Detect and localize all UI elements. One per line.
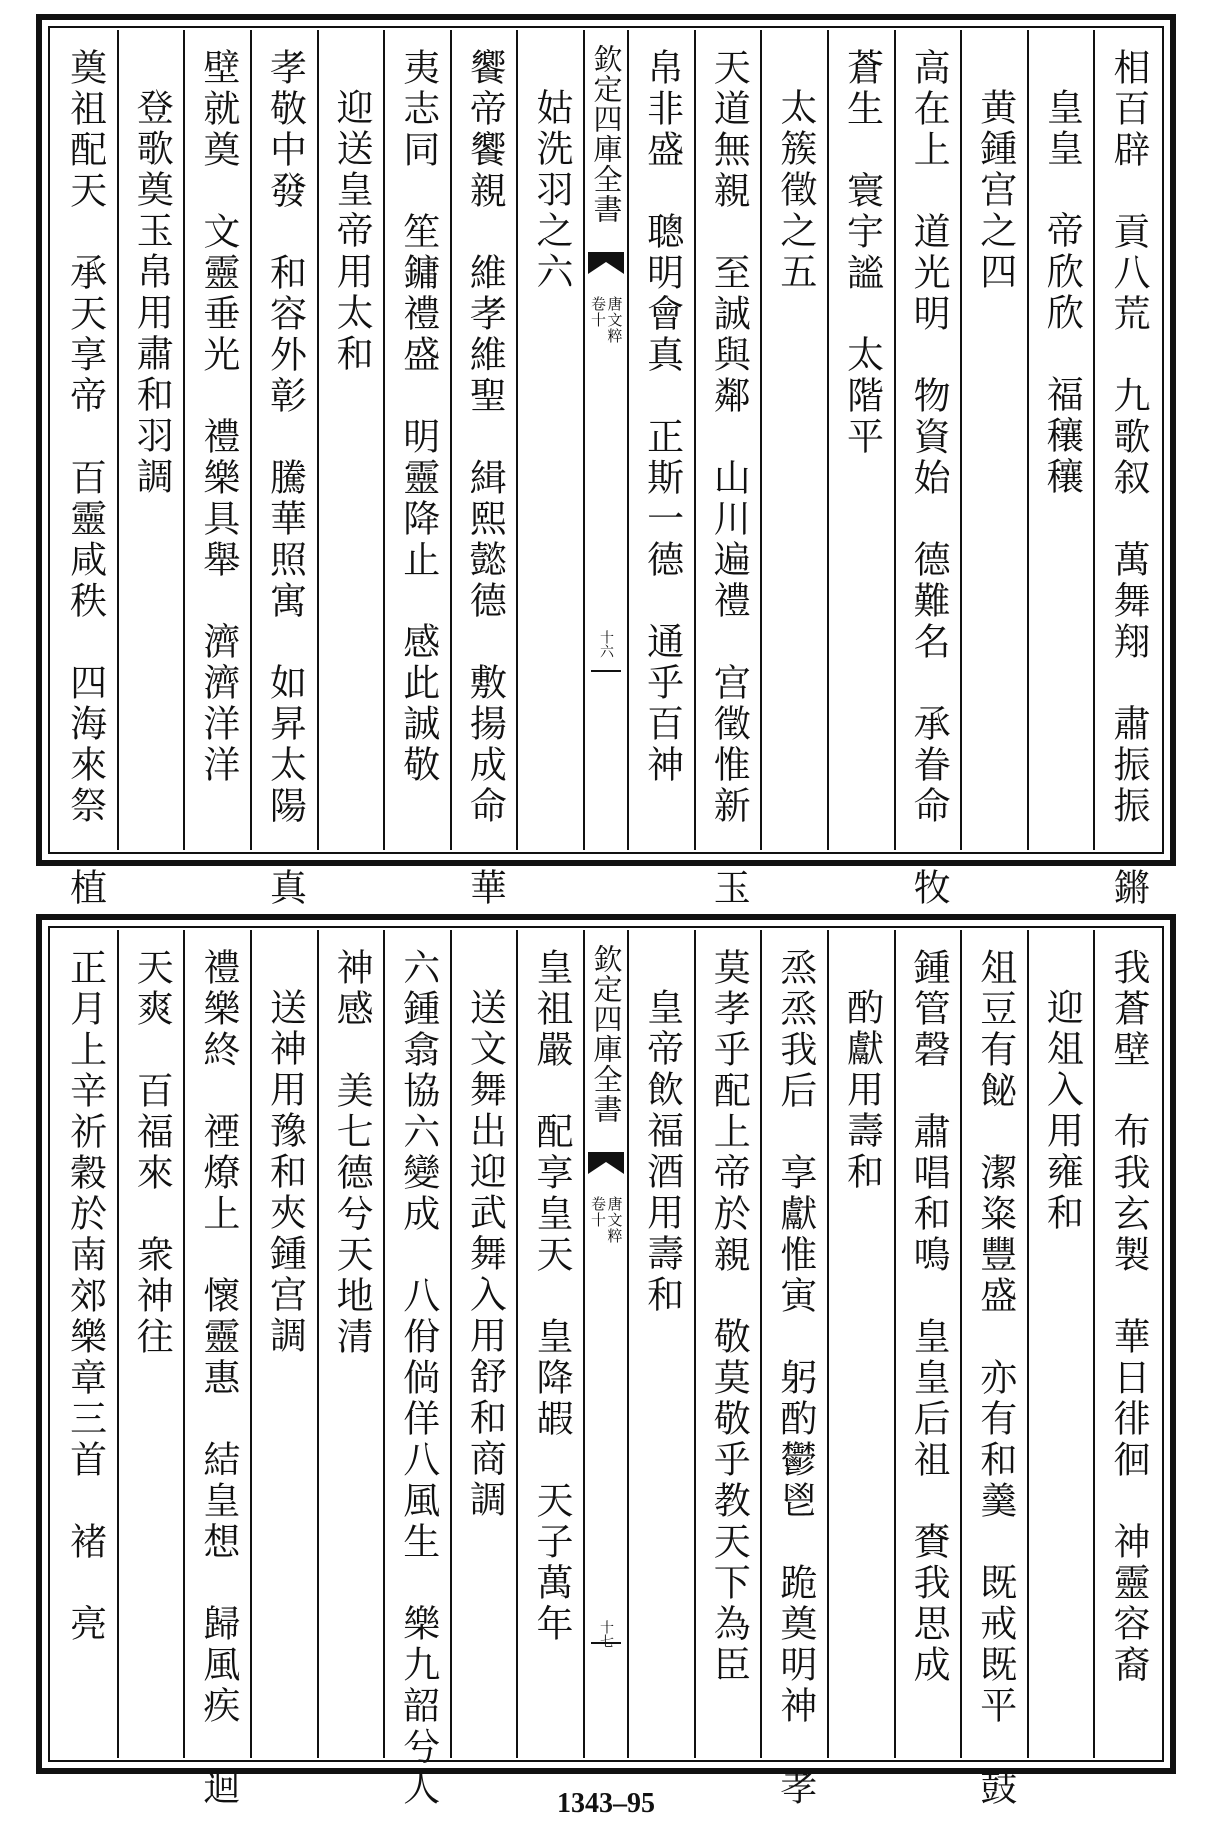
text-column bbox=[317, 930, 384, 1758]
fishtail-mark-icon bbox=[588, 1152, 624, 1182]
text-column bbox=[1093, 930, 1160, 1758]
text-column bbox=[627, 930, 694, 1758]
column-text: 奠祖配天 承天享帝 百靈咸秩 四海來祭 植 bbox=[63, 48, 107, 909]
column-text: 高在上 道光明 物資始 德難名 承眷命 牧 bbox=[907, 48, 951, 909]
center-fold bbox=[583, 30, 627, 850]
section-heading: 迎俎入用雍和 bbox=[1040, 988, 1084, 1234]
folio-rule bbox=[591, 670, 621, 672]
section-heading: 黄鍾宫之四 bbox=[973, 88, 1017, 293]
text-column bbox=[52, 930, 117, 1758]
text-column bbox=[827, 930, 894, 1758]
text-column bbox=[894, 930, 961, 1758]
column-text: 烝烝我后 享獻惟寅 躬酌鬱鬯 跪奠明神 孝 bbox=[773, 948, 817, 1809]
column-text: 莫孝乎配上帝於親 敬莫敬乎教天下為臣 bbox=[707, 948, 751, 1686]
section-heading: 皇帝飲福酒用壽和 bbox=[640, 988, 684, 1316]
text-column bbox=[827, 30, 894, 850]
column-text: 夷志同 笙鏞禮盛 明靈降止 感此誠敬 bbox=[396, 48, 440, 786]
column-text: 壁就奠 文靈垂光 禮樂具舉 濟濟洋洋 bbox=[196, 48, 240, 786]
column-text: 相百辟 貢八荒 九歌叙 萬舞翔 肅振振 鏘 bbox=[1106, 48, 1150, 909]
text-column bbox=[627, 30, 694, 850]
section-heading: 姑洗羽之六 bbox=[529, 88, 573, 293]
text-column bbox=[960, 930, 1027, 1809]
column-text: 我蒼壁 布我玄製 華日徘徊 神靈容裔 bbox=[1106, 948, 1150, 1686]
text-column bbox=[117, 930, 184, 1758]
column-text: 禮樂終 禋燎上 懷靈惠 結皇想 歸風疾 迴 bbox=[196, 948, 240, 1809]
text-column bbox=[1027, 30, 1094, 850]
text-column bbox=[117, 30, 184, 850]
top-columns bbox=[52, 30, 1160, 909]
column-text: 六鍾翕協六變成 八佾倘佯八風生 樂九韶兮人 bbox=[396, 948, 440, 1809]
text-column bbox=[250, 30, 317, 909]
text-column bbox=[183, 30, 250, 850]
top-page bbox=[36, 14, 1176, 909]
column-text: 孝敬中發 和容外彰 騰華照寓 如昇太陽 真 bbox=[263, 48, 307, 909]
section-heading: 太簇徵之五 bbox=[773, 88, 817, 293]
text-column bbox=[694, 930, 761, 1758]
column-text: 帛非盛 聰明會真 正斯一德 通乎百神 bbox=[640, 48, 684, 786]
volume-label: 唐文粹 卷十 bbox=[589, 296, 624, 344]
text-column bbox=[694, 30, 761, 909]
folio-number: 十七 bbox=[598, 1620, 614, 1648]
column-text: 天爽 百福來 衆神往 bbox=[130, 948, 174, 1358]
text-column bbox=[894, 30, 961, 909]
text-column bbox=[183, 930, 250, 1809]
column-text: 蒼生 寰宇謐 太階平 bbox=[840, 48, 884, 458]
section-heading: 酌獻用壽和 bbox=[840, 988, 884, 1193]
text-column bbox=[52, 30, 117, 909]
column-text: 皇皇 帝欣欣 福穰穰 bbox=[1040, 88, 1084, 498]
book-title: 欽定四庫全書 bbox=[589, 44, 624, 224]
column-text: 皇祖嚴 配享皇天 皇降嘏 天子萬年 bbox=[529, 948, 573, 1645]
text-column bbox=[450, 930, 517, 1758]
text-column bbox=[1027, 930, 1094, 1758]
page-number: 1343–95 bbox=[557, 1788, 655, 1819]
text-column bbox=[383, 30, 450, 850]
folio-number: 十六 bbox=[598, 630, 614, 658]
fishtail-mark-icon bbox=[588, 252, 624, 282]
book-title: 欽定四庫全書 bbox=[589, 944, 624, 1124]
text-column bbox=[383, 930, 450, 1809]
text-column bbox=[317, 30, 384, 850]
column-text: 俎豆有飶 潔粢豐盛 亦有和羹 既戒既平 鼓 bbox=[973, 948, 1017, 1809]
text-column bbox=[960, 30, 1027, 850]
text-column bbox=[250, 930, 317, 1758]
section-heading: 迎送皇帝用太和 bbox=[330, 88, 374, 375]
column-text: 鍾管磬 肅唱和鳴 皇皇后祖 賚我思成 bbox=[907, 948, 951, 1686]
text-column bbox=[516, 30, 583, 850]
text-column bbox=[450, 30, 517, 909]
section-heading: 送神用豫和夾鍾宫調 bbox=[263, 988, 307, 1357]
center-fold bbox=[583, 930, 627, 1758]
column-text: 天道無親 至誠與鄰 山川遍禮 宫徵惟新 玉 bbox=[707, 48, 751, 909]
section-heading: 登歌奠玉帛用肅和羽調 bbox=[130, 88, 174, 498]
folio-rule bbox=[591, 1642, 621, 1644]
text-column bbox=[516, 930, 583, 1758]
section-heading: 送文舞出迎武舞入用舒和商調 bbox=[463, 988, 507, 1521]
section-heading: 正月上辛祈穀於南郊樂章三首 褚 亮 bbox=[63, 948, 107, 1645]
column-text: 神感 美七德兮天地清 bbox=[330, 948, 374, 1358]
column-text: 饗帝饗親 維孝維聖 緝熙懿德 敷揚成命 華 bbox=[463, 48, 507, 909]
text-column bbox=[1093, 30, 1160, 909]
text-column bbox=[760, 930, 827, 1809]
text-column bbox=[760, 30, 827, 850]
volume-label: 唐文粹 卷十 bbox=[589, 1196, 624, 1244]
